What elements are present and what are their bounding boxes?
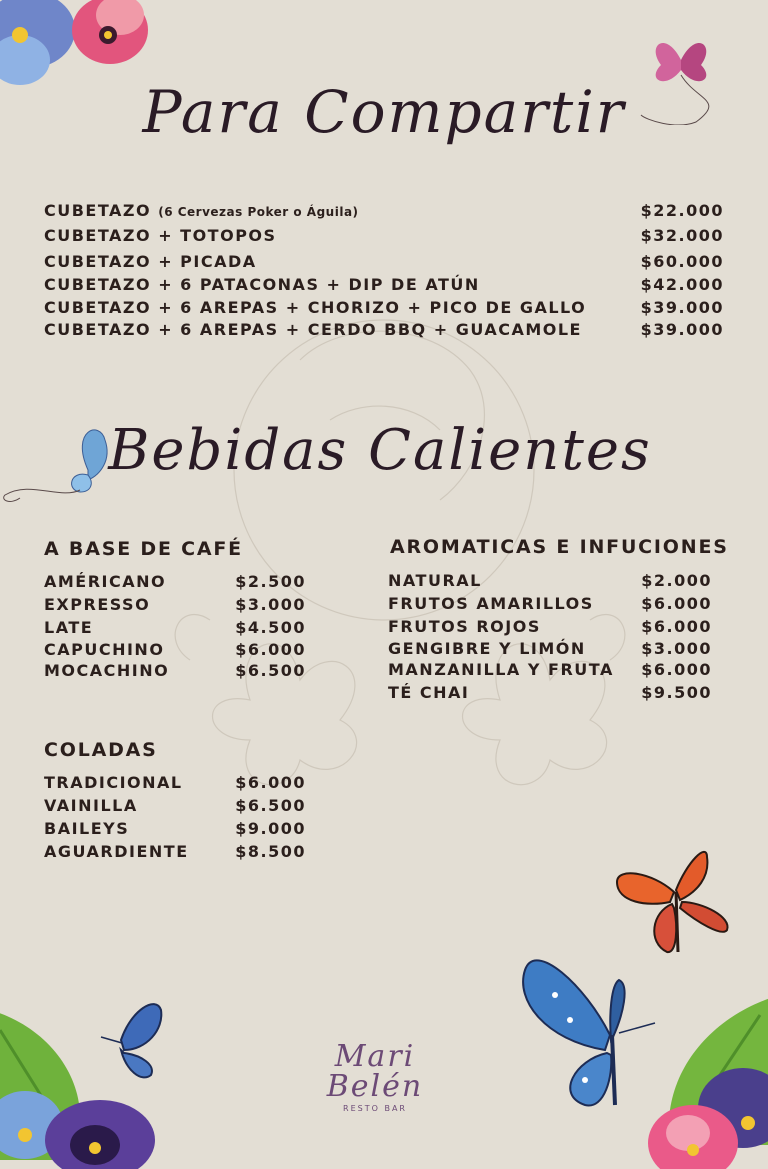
- item-price: $6.000: [641, 594, 712, 613]
- item-price: $39.000: [640, 320, 724, 339]
- section-title-bebidas-calientes: Bebidas Calientes: [108, 418, 652, 483]
- item-name: CUBETAZO: [44, 201, 152, 220]
- item-note: (6 Cervezas Poker o Águila): [158, 205, 359, 219]
- item-price: $32.000: [640, 226, 724, 245]
- item-name: CUBETAZO + PICADA: [44, 252, 257, 271]
- item-name: MOCACHINO: [44, 661, 170, 680]
- item-name: TÉ CHAI: [388, 683, 470, 702]
- logo-name-line1: Mari: [334, 1039, 416, 1074]
- item-price: $6.000: [641, 617, 712, 636]
- menu-item: [388, 639, 712, 658]
- item-name: NATURAL: [388, 571, 482, 590]
- menu-item: [44, 595, 306, 614]
- menu-item: [44, 275, 724, 294]
- item-name: LATE: [44, 618, 94, 637]
- item-name: CUBETAZO + 6 AREPAS + CERDO BBQ + GUACAMOLE: [44, 320, 582, 339]
- logo-subtitle: RESTO BAR: [343, 1104, 407, 1113]
- item-price: $3.000: [641, 639, 712, 658]
- menu-item: [44, 320, 724, 339]
- item-name: AGUARDIENTE: [44, 842, 189, 861]
- item-price: $6.500: [235, 661, 306, 680]
- menu-item: [44, 796, 306, 815]
- menu-item: [388, 571, 712, 590]
- menu-item: [44, 819, 306, 838]
- menu-item: [44, 842, 306, 861]
- item-price: $60.000: [640, 252, 724, 271]
- menu-item: [44, 298, 724, 317]
- menu-item: [44, 618, 306, 637]
- menu-item: [44, 773, 306, 792]
- menu-item: [388, 660, 712, 679]
- item-name: CAPUCHINO: [44, 640, 165, 659]
- item-name: GENGIBRE Y LIMÓN: [388, 639, 586, 658]
- menu-item: [44, 640, 306, 659]
- item-price: $6.000: [235, 773, 306, 792]
- item-price: $6.500: [235, 796, 306, 815]
- item-price: $9.000: [235, 819, 306, 838]
- item-price: $42.000: [640, 275, 724, 294]
- item-price: $2.000: [641, 571, 712, 590]
- item-price: $6.000: [641, 660, 712, 679]
- item-name: VAINILLA: [44, 796, 138, 815]
- item-name: FRUTOS AMARILLOS: [388, 594, 594, 613]
- butterfly-icon: [515, 945, 665, 1110]
- item-price: $2.500: [235, 572, 306, 591]
- item-price: $4.500: [235, 618, 306, 637]
- item-price: $3.000: [235, 595, 306, 614]
- brand-logo: [300, 1039, 450, 1113]
- subsection-heading-cafe: A BASE DE CAFÉ: [44, 538, 243, 560]
- menu-item: [44, 201, 724, 220]
- item-name: CUBETAZO + TOTOPOS: [44, 226, 277, 245]
- menu-item: [44, 572, 306, 591]
- item-name: CUBETAZO + 6 PATACONAS + DIP DE ATÚN: [44, 275, 480, 294]
- item-name: FRUTOS ROJOS: [388, 617, 541, 636]
- logo-name-line2: Belén: [326, 1069, 424, 1104]
- section-title-para-compartir: Para Compartir: [142, 78, 626, 146]
- menu-item: [388, 617, 712, 636]
- subsection-heading-aromaticas: AROMATICAS E INFUCIONES: [390, 536, 729, 558]
- item-name: EXPRESSO: [44, 595, 151, 614]
- menu-item: [44, 661, 306, 680]
- pansy-flower-icon: [648, 1068, 768, 1169]
- item-price: $22.000: [640, 201, 724, 220]
- menu-item: [388, 594, 712, 613]
- item-name: TRADICIONAL: [44, 773, 183, 792]
- item-price: $39.000: [640, 298, 724, 317]
- item-price: $9.500: [641, 683, 712, 702]
- menu-item: [44, 226, 724, 245]
- menu-item: [44, 252, 724, 271]
- item-name: CUBETAZO + 6 AREPAS + CHORIZO + PICO DE GALLO: [44, 298, 587, 317]
- butterfly-icon: [96, 995, 176, 1085]
- item-price: $6.000: [235, 640, 306, 659]
- item-name: MANZANILLA Y FRUTA: [388, 660, 614, 679]
- item-price: $8.500: [235, 842, 306, 861]
- item-name: BAILEYS: [44, 819, 130, 838]
- subsection-heading-coladas: COLADAS: [44, 739, 158, 761]
- pansy-flower-icon: [0, 1090, 170, 1169]
- menu-item: [388, 683, 712, 702]
- item-name: AMÉRICANO: [44, 572, 167, 591]
